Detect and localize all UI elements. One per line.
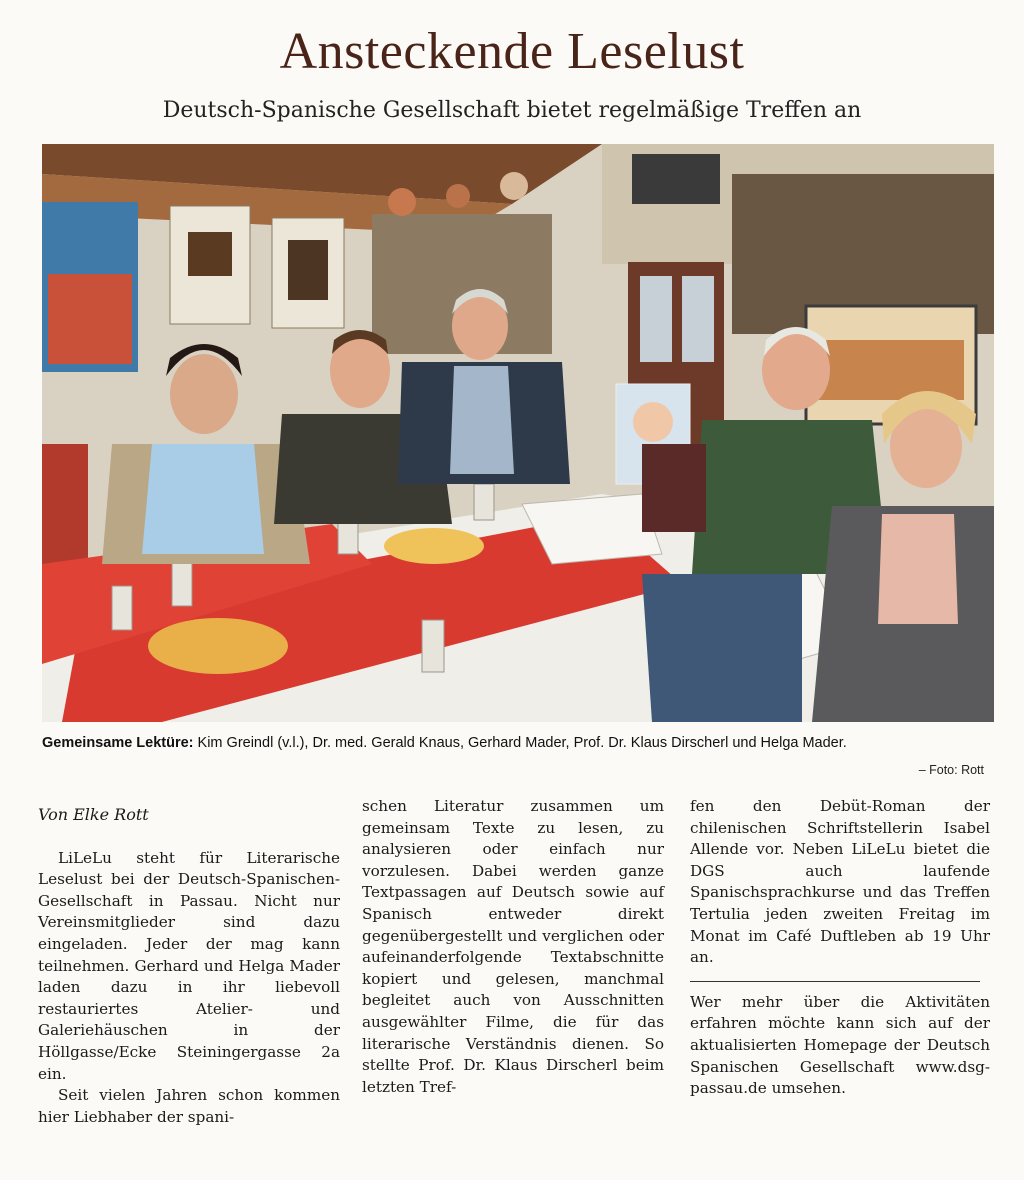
subheadline: Deutsch-Spanische Gesellschaft bietet regelmäßige Treffen an — [162, 98, 862, 123]
paragraph: Wer mehr über die Aktivitäten erfahren möchte kann sich auf der aktualisierten Homepage der Deutsch Spanischen Gesellschaft www.dsg-passau.de umsehen. — [690, 992, 990, 1098]
photo-caption — [42, 734, 994, 753]
caption-lead: Gemeinsame Lektüre: — [42, 735, 194, 751]
photo-credit: – Foto: Rott — [918, 763, 984, 777]
paragraph: Seit vielen Jahren schon kommen hier Liebhaber der spani- — [38, 1086, 340, 1126]
byline: Von Elke Rott — [38, 805, 149, 824]
article-column-3 — [690, 796, 990, 1100]
paragraph: LiLeLu steht für Literarische Leselust bei der Deutsch-Spanischen-Gesellschaft in Passau. Nicht nur Vereinsmitglieder sind dazu eingeladen. Jeder der mag kann teilnehmen. Gerhard und Helga Mader laden dazu in ihr liebevoll restauriertes Atelier- und Galeriehäuschen in der Höllgasse/Ecke Steiningergasse 2a ein. — [38, 848, 340, 1083]
article-column-1 — [38, 796, 340, 1128]
caption-text: Kim Greindl (v.l.), Dr. med. Gerald Knaus, Gerhard Mader, Prof. Dr. Klaus Dirscherl und Helga Mader. — [193, 735, 847, 751]
article-photo — [42, 144, 994, 722]
paragraph: fen den Debüt-Roman der chilenischen Schriftstellerin Isabel Allende vor. Neben LiLeLu bietet die DGS auch laufende Spanischsprachkurse und das Treffen Tertulia jeden zweiten Freitag im Monat im Café Duftleben ab 19 Uhr an. — [690, 797, 990, 967]
divider — [690, 981, 980, 982]
article-column-2 — [362, 796, 664, 1098]
headline: Ansteckende Leselust — [279, 23, 745, 80]
paragraph: schen Literatur zusammen um gemeinsam Texte zu lesen, zu analysieren oder einfach nur vorzulesen. Dabei werden ganze Textpassagen auf Deutsch sowie auf Spanisch entweder direkt gegenübergestellt und verglichen oder aufeinanderfolgende Textabschnitte kopiert und gelesen, manchmal begleitet auch von Ausschnitten ausgewählter Filme, die für das literarische Verständnis dienen. So stellte Prof. Dr. Klaus Dirscherl beim letzten Tref- — [362, 797, 664, 1096]
photo-illustration — [42, 144, 994, 722]
